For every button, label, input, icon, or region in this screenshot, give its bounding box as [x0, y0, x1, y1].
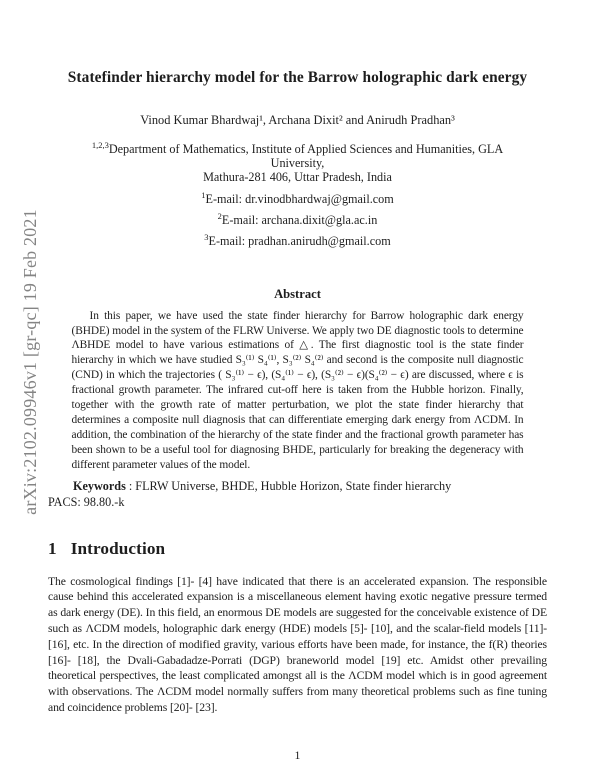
- section-title: Introduction: [70, 538, 166, 558]
- affiliation-line-1: [48, 139, 547, 156]
- abstract-heading: Abstract: [274, 286, 321, 301]
- email-line-3: [48, 231, 547, 248]
- authors-line: Vinod Kumar Bhardwaj¹, Archana Dixit² and Anirudh Pradhan³: [140, 113, 455, 127]
- keywords-text: : FLRW Universe, BHDE, Hubble Horizon, State finder hierarchy: [125, 478, 452, 493]
- arxiv-watermark: arXiv:2102.09946v1 [gr-qc] 19 Feb 2021: [20, 209, 40, 515]
- email-superscript-2: 2: [217, 210, 222, 221]
- section-heading-introduction: [48, 539, 547, 559]
- email-text-3: E-mail: pradhan.anirudh@gmail.com: [208, 233, 391, 248]
- keywords-line: [48, 479, 547, 494]
- section-number: 1: [48, 538, 57, 558]
- emails-block: [48, 189, 547, 248]
- email-line-1: [48, 189, 547, 206]
- affiliation-block: [48, 139, 547, 185]
- page-number: 1: [294, 748, 301, 762]
- abstract-body: In this paper, we have used the state finder hierarchy for Barrow holographic dark energy (BHDE) model in the system of the FLRW Universe. We apply two DE diagnostic tools to determine ΛBHDE model to have various estimations of △. The first diagnostic tool is the state finder hierarchy in which we have studied S₃⁽¹⁾ S₄⁽¹⁾, S₃⁽²⁾ S₄⁽²⁾ and second is the composite null diagnostic (CND) in which the trajectories ( S₃⁽¹⁾ − ϵ), (S₄⁽¹⁾ − ϵ), (S₃⁽²⁾ − ϵ)(S₄⁽²⁾ − ϵ) are discussed, where ϵ is fractional growth parameter. The infrared cut-off here is taken from the Hubble horizon. Finally, together with the growth rate of matter perturbation, we plot the state finder hierarchy that determines a composite null diagnosis that can differentiate emerging dark energy from ΛCDM. In addition, the combination of the hierarchy of the state finder and the fractional growth parameter has been shown to be a useful tool for diagnosing BHDE, particularly for breaking the degeneracy with different parameter values of the model.: [71, 309, 524, 471]
- pacs-line: PACS: 98.80.-k: [48, 494, 125, 509]
- email-text-2: E-mail: archana.dixit@gla.ac.in: [221, 212, 378, 227]
- affiliation-text: Department of Mathematics, Institute of Applied Sciences and Humanities, GLA: [108, 142, 504, 156]
- introduction-paragraph: The cosmological findings [1]- [4] have indicated that there is an accelerated expansion. The responsible cause behind this accelerated expansion is a miscellaneous element having exotic negative pressure termed as dark energy (DE). In this field, an enormous DE models are suggested for the conceivable existence of DE such as ΛCDM models, holographic dark energy (HDE) models [5]- [10], and the scalar-field models [11]- [16], etc. In the direction of modified gravity, various efforts have been made, for instance, the f(R) theories [16]- [18], the Dvali-Gabadadze-Porrati (DGP) braneworld model [19] etc. Amidst other prevailing theoretical perspectives, the least complicated amongst all is the ΛCDM model which is in good agreement with observations. The ΛCDM model normally suffers from many theoretical problems such as fine tuning and coincidence problems [20]- [23].: [48, 574, 547, 714]
- paper-title: Statefinder hierarchy model for the Barrow holographic dark energy: [67, 69, 528, 86]
- paper-content: [48, 0, 547, 716]
- email-superscript-3: 3: [204, 231, 209, 242]
- email-superscript-1: 1: [201, 189, 206, 200]
- keywords-label: Keywords: [73, 478, 126, 493]
- affiliation-line-2: University,: [270, 156, 325, 171]
- affiliation-line-3: Mathura-281 406, Uttar Pradesh, India: [203, 170, 392, 185]
- email-text-1: E-mail: dr.vinodbhardwaj@gmail.com: [205, 191, 394, 206]
- affiliation-superscript: 1,2,3: [91, 139, 109, 150]
- email-line-2: [48, 210, 547, 227]
